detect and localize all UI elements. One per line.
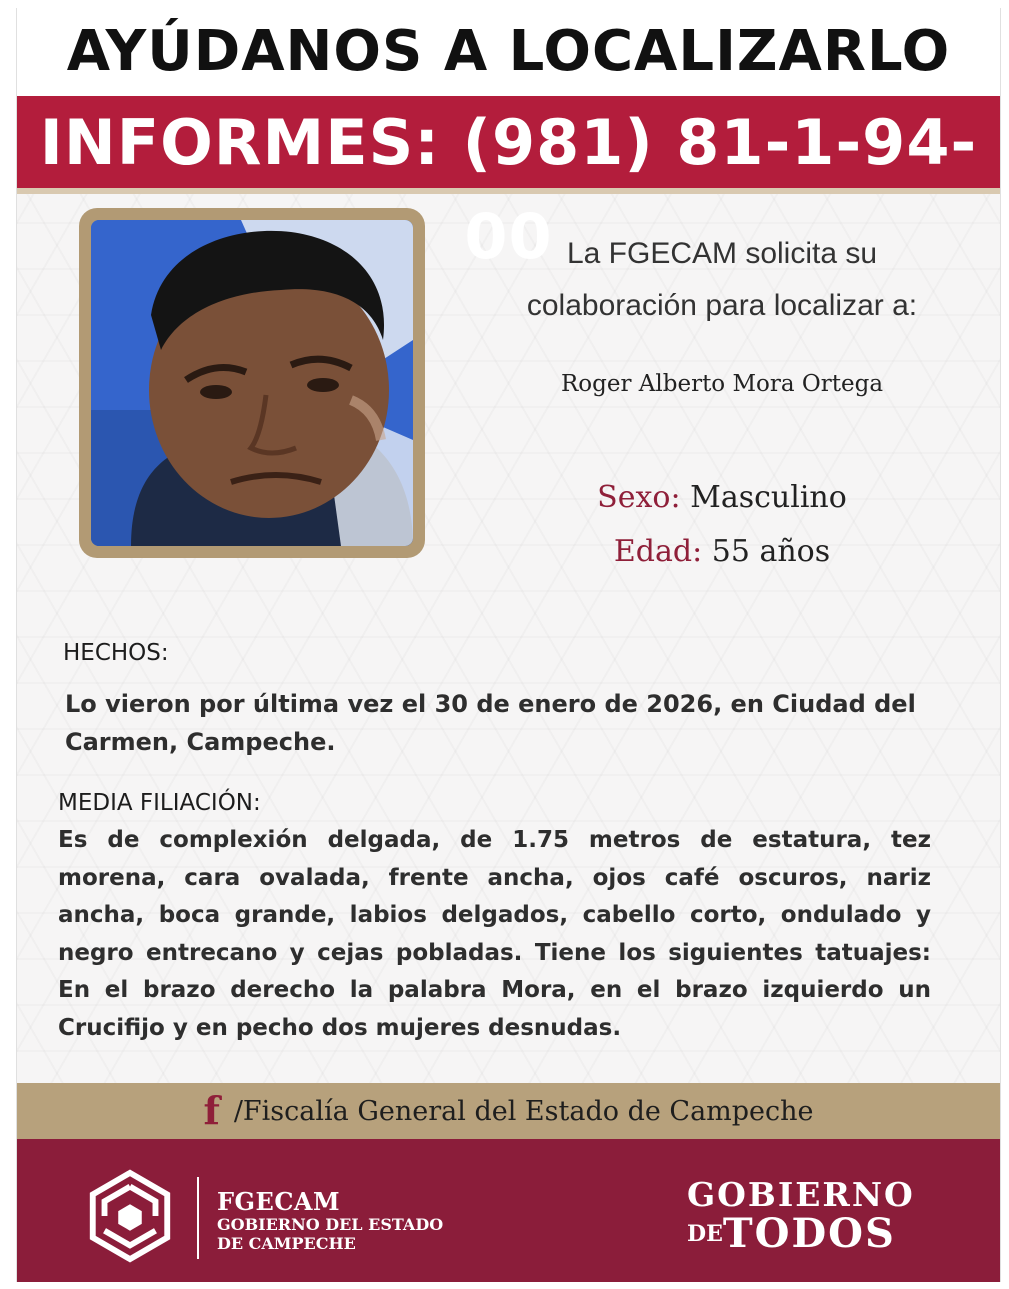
- gob-todos: TODOS: [722, 1210, 896, 1257]
- gob-line-2: [687, 1210, 927, 1263]
- org-name: FGECAM: [217, 1187, 341, 1216]
- sexo-label: Sexo:: [597, 480, 681, 515]
- hechos-text: Lo vieron por última vez el 30 de enero de 2026, en Ciudad del Carmen, Campeche.: [65, 690, 916, 756]
- facebook-icon: f: [203, 1088, 220, 1133]
- gob-line-1: GOBIERNO: [687, 1175, 915, 1214]
- org-sub-line-1: GOBIERNO DEL ESTADO: [217, 1215, 444, 1234]
- intro-line-1: La FGECAM solicita su: [566, 237, 878, 270]
- facebook-page-link[interactable]: /Fiscalía General del Estado de Campeche: [233, 1095, 814, 1127]
- edad-row: [437, 534, 1001, 569]
- edad-value: 55 años: [711, 534, 831, 569]
- edad-label: Edad:: [613, 534, 703, 569]
- fgecam-logo-icon: [81, 1167, 179, 1265]
- media-filiacion-text: Es de complexión delgada, de 1.75 metros de estatura, tez morena, cara ovalada, frente ancha, ojos café oscuros, nariz ancha, boca grande, labios delgados, cabello corto, ondulado y negro entrecano y cejas pobladas. Tiene los siguientes tatuajes: En el brazo derecho la palabra Mora, en el brazo izquierdo un Crucifijo y en pecho dos mujeres desnudas.: [58, 827, 931, 1041]
- hechos-heading: HECHOS:: [63, 640, 169, 666]
- gobierno-de-todos-logo: [687, 1177, 927, 1263]
- footer: [17, 1139, 1000, 1282]
- social-bar: [17, 1083, 1000, 1139]
- logo-divider: [197, 1177, 199, 1259]
- media-filiacion-heading: MEDIA FILIACIÓN:: [58, 790, 261, 816]
- gob-de: DE: [687, 1221, 723, 1247]
- poster-title: AYÚDANOS A LOCALIZARLO: [17, 8, 1000, 96]
- person-photo-frame: [79, 208, 425, 558]
- org-subtitle: [217, 1215, 443, 1253]
- person-photo-illustration: [91, 220, 413, 546]
- person-name: Roger Alberto Mora Ortega: [560, 371, 884, 397]
- sexo-row: [437, 480, 1001, 515]
- sexo-value: Masculino: [690, 480, 847, 515]
- intro-line-2: colaboración para localizar a:: [526, 289, 918, 322]
- missing-person-poster: [16, 8, 1001, 1282]
- phone-banner: INFORMES: (981) 81-1-94-00: [17, 96, 1000, 194]
- org-sub-line-2: DE CAMPECHE: [217, 1234, 356, 1253]
- intro-text: [437, 228, 1001, 332]
- person-photo: [91, 220, 413, 546]
